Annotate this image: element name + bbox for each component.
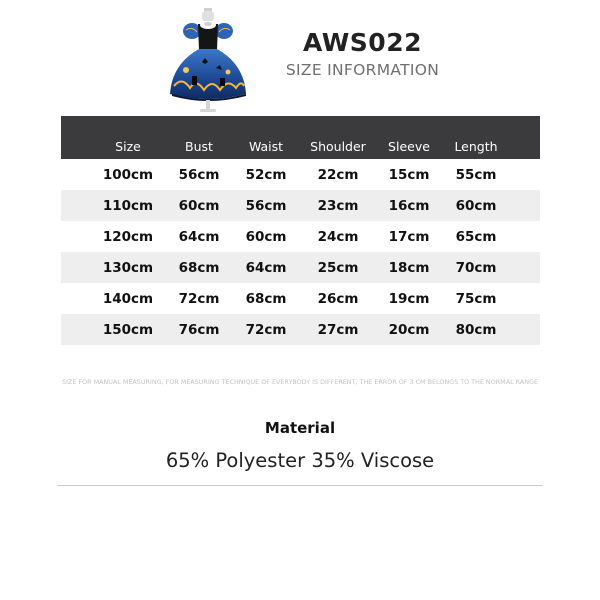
table-cell: 26cm bbox=[317, 291, 359, 307]
table-cell: 15cm bbox=[388, 167, 430, 183]
table-cell: 110cm bbox=[102, 198, 154, 214]
table-cell: 24cm bbox=[317, 229, 359, 245]
table-cell: 68cm bbox=[178, 260, 220, 276]
table-cell: 72cm bbox=[245, 322, 287, 338]
measurement-note: SIZE FOR MANUAL MEASURING, FOR MEASURING TECHNIQUE OF EVERYBODY IS DIFFERENT, THE ERROR OF 3 CM BELONGS TO THE NORMAL RANGE bbox=[62, 378, 538, 386]
product-code: AWS022 bbox=[303, 28, 422, 57]
material-composition: 65% Polyester 35% Viscose bbox=[165, 449, 435, 472]
table-cell: 17cm bbox=[388, 229, 430, 245]
table-cell: 150cm bbox=[102, 322, 154, 338]
table-cell: 22cm bbox=[317, 167, 359, 183]
column-header-waist: Waist bbox=[248, 139, 284, 154]
dress-on-mannequin-illustration bbox=[162, 6, 254, 114]
table-cell: 65cm bbox=[455, 229, 497, 245]
table-cell: 16cm bbox=[388, 198, 430, 214]
table-cell: 120cm bbox=[102, 229, 154, 245]
table-cell: 140cm bbox=[102, 291, 154, 307]
divider bbox=[57, 485, 543, 486]
table-row bbox=[61, 252, 540, 283]
table-row bbox=[61, 190, 540, 221]
table-cell: 56cm bbox=[245, 198, 287, 214]
table-cell: 19cm bbox=[388, 291, 430, 307]
material-title: Material bbox=[264, 419, 336, 437]
table-cell: 130cm bbox=[102, 260, 154, 276]
table-cell: 75cm bbox=[455, 291, 497, 307]
table-cell: 70cm bbox=[455, 260, 497, 276]
column-header-bust: Bust bbox=[185, 139, 213, 154]
table-cell: 60cm bbox=[455, 198, 497, 214]
table-cell: 18cm bbox=[388, 260, 430, 276]
column-header-size: Size bbox=[115, 139, 141, 154]
table-cell: 100cm bbox=[102, 167, 154, 183]
table-cell: 80cm bbox=[455, 322, 497, 338]
table-row bbox=[61, 314, 540, 345]
column-header-sleeve: Sleeve bbox=[388, 139, 430, 154]
table-cell: 68cm bbox=[245, 291, 287, 307]
table-cell: 64cm bbox=[245, 260, 287, 276]
column-header-length: Length bbox=[454, 139, 498, 154]
table-row bbox=[61, 221, 540, 252]
table-cell: 23cm bbox=[317, 198, 359, 214]
table-cell: 60cm bbox=[245, 229, 287, 245]
table-cell: 52cm bbox=[245, 167, 287, 183]
table-cell: 72cm bbox=[178, 291, 220, 307]
table-row bbox=[61, 283, 540, 314]
table-cell: 60cm bbox=[178, 198, 220, 214]
table-cell: 64cm bbox=[178, 229, 220, 245]
table-row bbox=[61, 159, 540, 190]
table-cell: 56cm bbox=[178, 167, 220, 183]
table-cell: 76cm bbox=[178, 322, 220, 338]
size-table-header bbox=[61, 116, 540, 159]
table-cell: 25cm bbox=[317, 260, 359, 276]
column-header-shoulder: Shoulder bbox=[310, 139, 366, 154]
product-image bbox=[162, 6, 254, 114]
size-information-subtitle: SIZE INFORMATION bbox=[285, 61, 440, 79]
size-table bbox=[61, 116, 540, 345]
table-cell: 20cm bbox=[388, 322, 430, 338]
table-cell: 27cm bbox=[317, 322, 359, 338]
table-cell: 55cm bbox=[455, 167, 497, 183]
